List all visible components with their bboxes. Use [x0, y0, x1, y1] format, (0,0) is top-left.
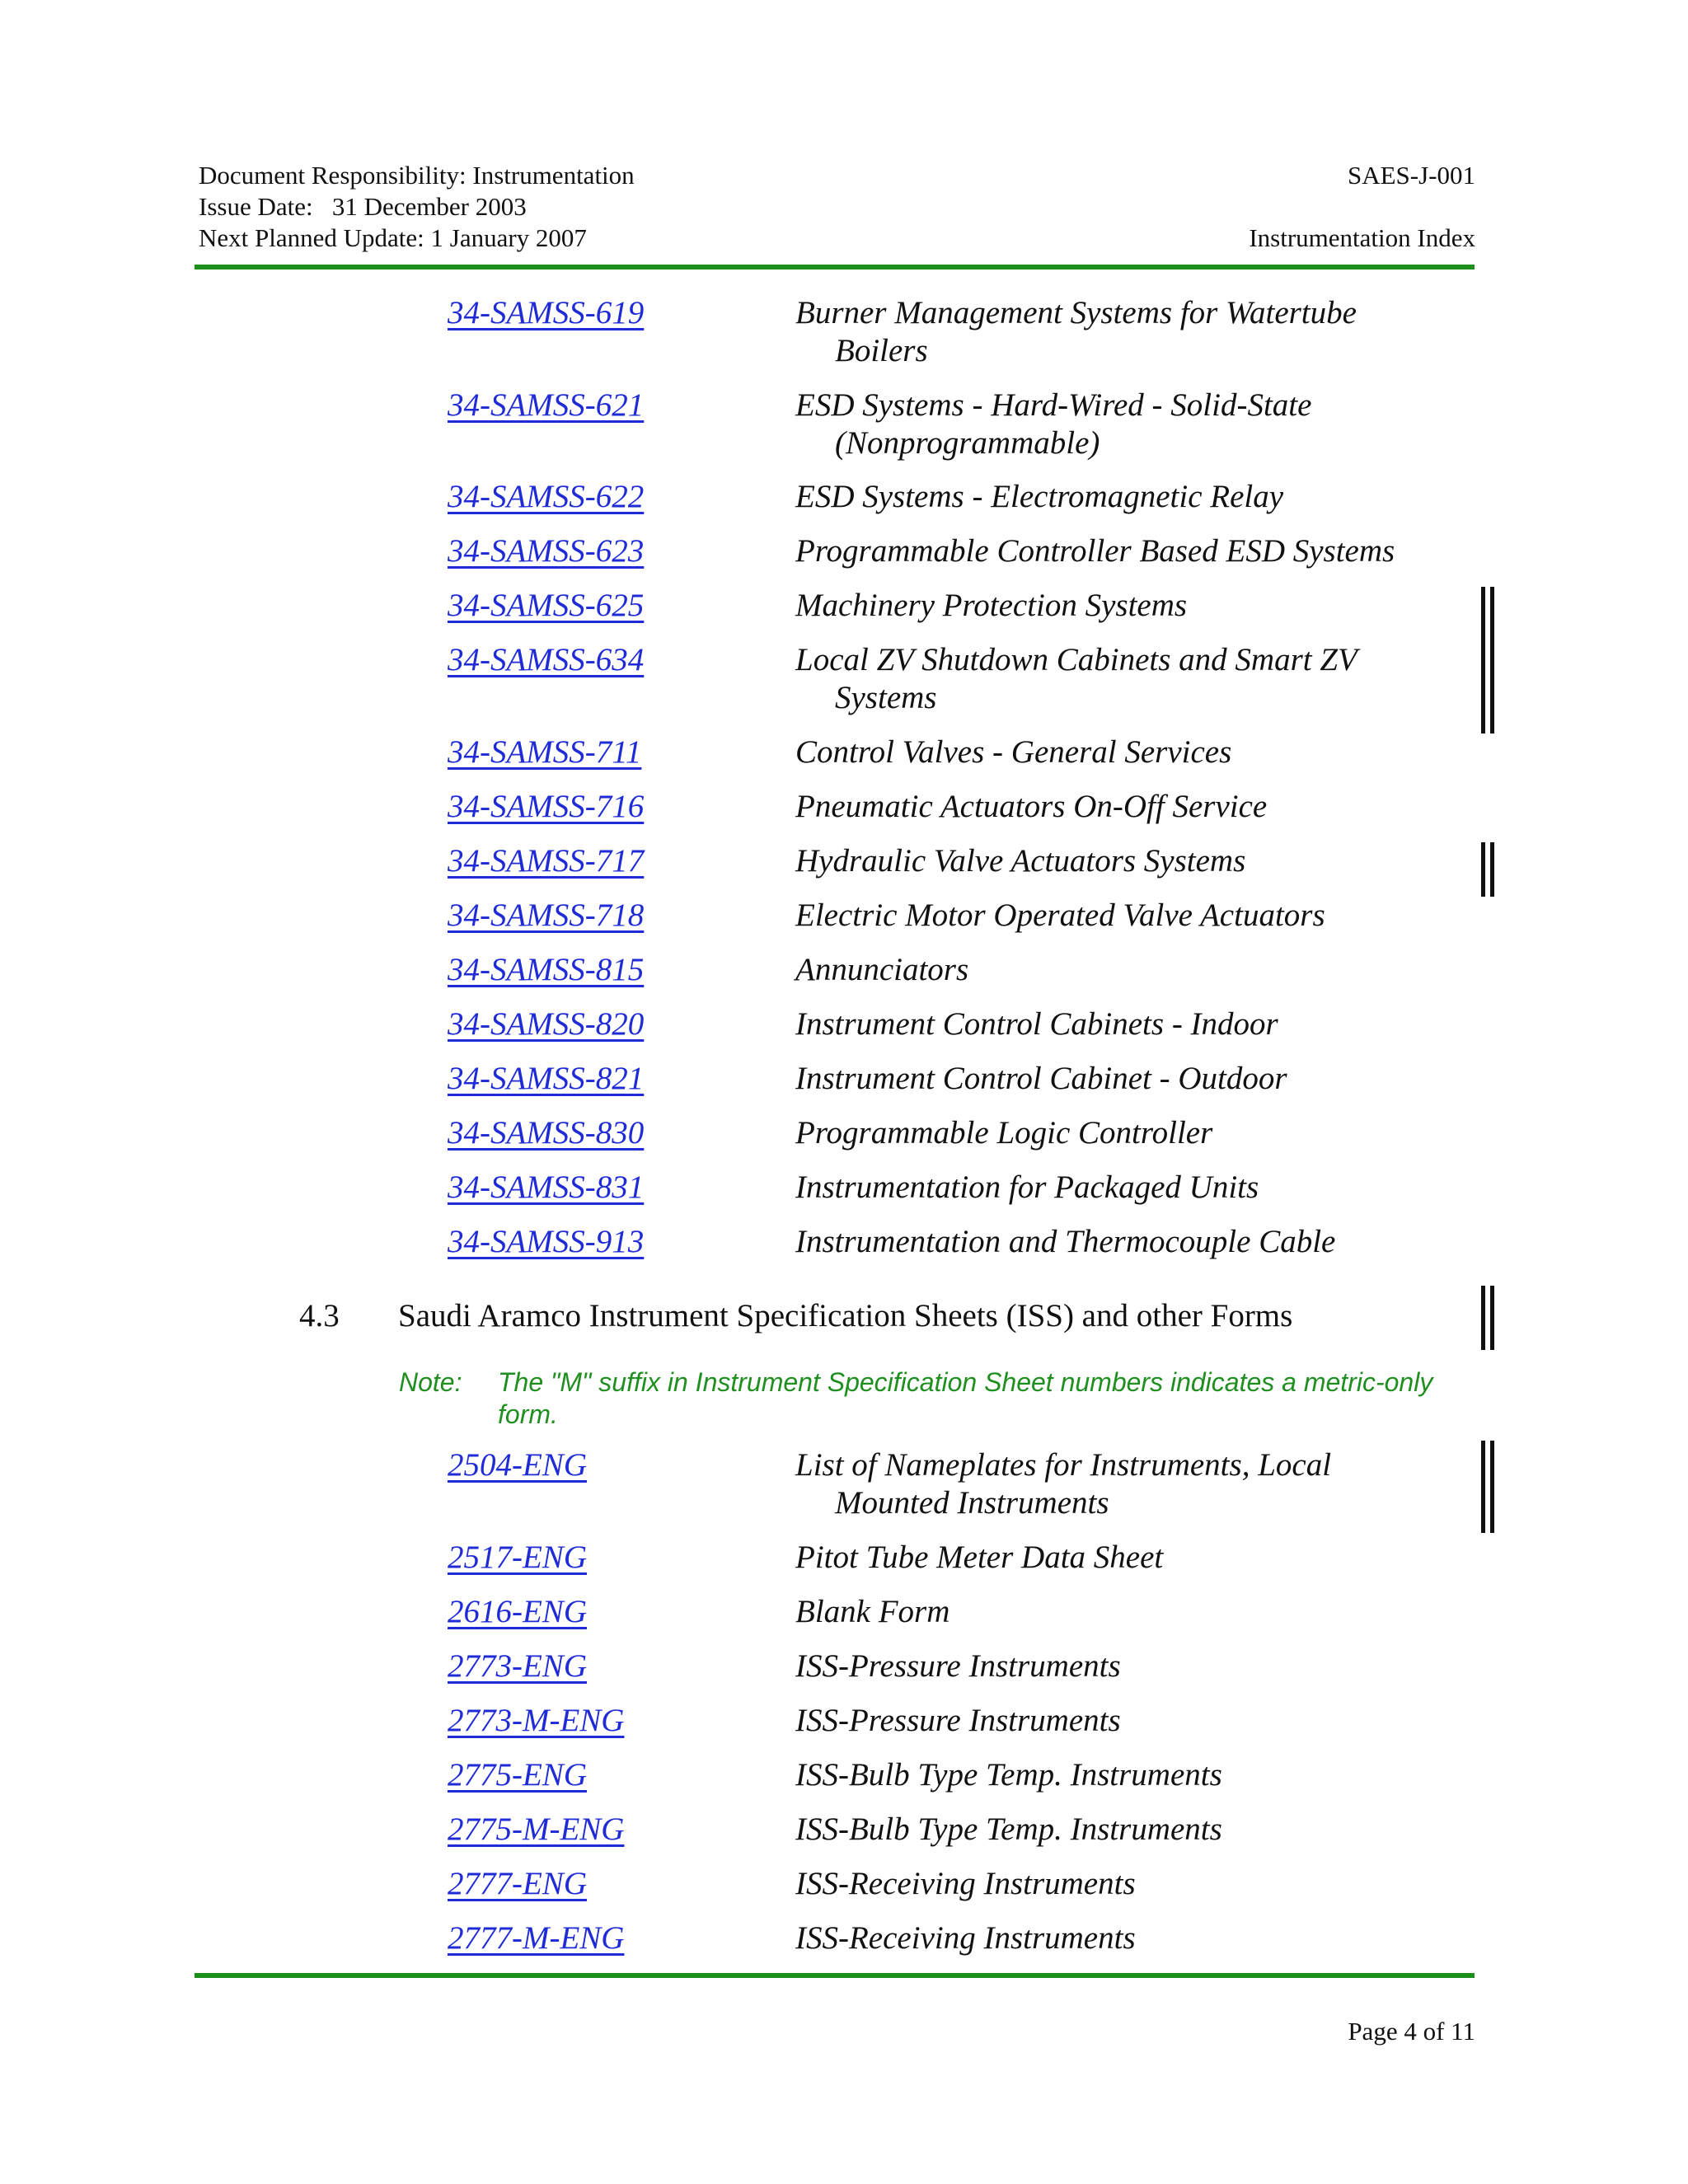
note [399, 1366, 1437, 1431]
standard-link[interactable]: 34-SAMSS-716 [448, 789, 645, 824]
page-number: Page 4 of 11 [1348, 2017, 1475, 2046]
standard-title: Instrumentation and Thermocouple Cable [795, 1224, 1336, 1259]
standard-title: ESD Systems - Hard-Wired - Solid-State (Nonprogrammable) [795, 387, 1312, 461]
issue-date: Issue Date: 31 December 2003 [199, 192, 527, 221]
form-title: Blank Form [795, 1594, 950, 1629]
standard-link[interactable]: 34-SAMSS-821 [448, 1061, 645, 1096]
standard-link[interactable]: 34-SAMSS-830 [448, 1115, 645, 1151]
standard-title: Local ZV Shutdown Cabinets and Smart ZV Systems [795, 642, 1357, 715]
standard-title: Annunciators [795, 952, 969, 987]
standard-link[interactable]: 34-SAMSS-621 [448, 387, 645, 423]
standard-link[interactable]: 34-SAMSS-718 [448, 898, 645, 933]
document-number: SAES-J-001 [1347, 161, 1475, 190]
revision-change-bar [1481, 1286, 1494, 1350]
standard-link[interactable]: 34-SAMSS-619 [448, 295, 645, 330]
standard-title: Control Valves - General Services [795, 734, 1232, 770]
standard-title: Hydraulic Valve Actuators Systems [795, 843, 1246, 879]
form-link[interactable]: 2517-ENG [448, 1540, 587, 1575]
standard-link[interactable]: 34-SAMSS-831 [448, 1169, 645, 1205]
form-link[interactable]: 2773-ENG [448, 1648, 587, 1684]
standard-title: Instrument Control Cabinets - Indoor [795, 1006, 1278, 1042]
standard-title: Instrument Control Cabinet - Outdoor [795, 1061, 1287, 1096]
form-link[interactable]: 2775-M-ENG [448, 1811, 625, 1847]
standard-link[interactable]: 34-SAMSS-625 [448, 588, 645, 623]
form-title: ISS-Pressure Instruments [795, 1703, 1121, 1738]
standard-link[interactable]: 34-SAMSS-634 [448, 642, 645, 677]
standard-title: Programmable Logic Controller [795, 1115, 1213, 1151]
section-title: Saudi Aramco Instrument Specification Sheets (ISS) and other Forms [398, 1298, 1293, 1333]
section-number: 4.3 [299, 1298, 340, 1333]
standard-link[interactable]: 34-SAMSS-623 [448, 533, 645, 569]
standard-title: Pneumatic Actuators On-Off Service [795, 789, 1268, 824]
standard-title: Burner Management Systems for Watertube Boilers [795, 295, 1357, 368]
form-title: ISS-Receiving Instruments [795, 1866, 1136, 1901]
next-planned-update: Next Planned Update: 1 January 2007 [199, 223, 587, 252]
form-link[interactable]: 2777-ENG [448, 1866, 587, 1901]
form-title: ISS-Bulb Type Temp. Instruments [795, 1757, 1222, 1793]
note-text: The "M" suffix in Instrument Specification Sheet numbers indicates a metric-only form. [498, 1367, 1433, 1429]
footer-divider [195, 1973, 1475, 1978]
standard-title: Instrumentation for Packaged Units [795, 1169, 1259, 1205]
header-divider [195, 265, 1475, 269]
standard-title: Machinery Protection Systems [795, 588, 1188, 623]
standard-link[interactable]: 34-SAMSS-622 [448, 479, 645, 514]
form-title: ISS-Receiving Instruments [795, 1920, 1136, 1956]
form-link[interactable]: 2504-ENG [448, 1447, 587, 1483]
document-responsibility: Document Responsibility: Instrumentation [199, 161, 635, 190]
standard-link[interactable]: 34-SAMSS-717 [448, 843, 645, 879]
standard-title: Programmable Controller Based ESD Systems [795, 533, 1395, 569]
form-title: Pitot Tube Meter Data Sheet [795, 1540, 1164, 1575]
form-link[interactable]: 2777-M-ENG [448, 1920, 625, 1956]
form-link[interactable]: 2616-ENG [448, 1594, 587, 1629]
standard-title: Electric Motor Operated Valve Actuators [795, 898, 1325, 933]
document-title: Instrumentation Index [1249, 223, 1475, 252]
revision-change-bar [1481, 1441, 1494, 1533]
document-header-right [1249, 160, 1475, 254]
revision-change-bar [1481, 587, 1494, 733]
form-link[interactable]: 2775-ENG [448, 1757, 587, 1793]
form-title: ISS-Bulb Type Temp. Instruments [795, 1811, 1222, 1847]
standard-link[interactable]: 34-SAMSS-815 [448, 952, 645, 987]
standard-link[interactable]: 34-SAMSS-820 [448, 1006, 645, 1042]
form-title: List of Nameplates for Instruments, Local Mounted Instruments [795, 1447, 1332, 1521]
standard-link[interactable]: 34-SAMSS-711 [448, 734, 642, 770]
document-header-left [199, 160, 635, 254]
note-label: Note: [399, 1367, 462, 1397]
standard-title: ESD Systems - Electromagnetic Relay [795, 479, 1284, 514]
form-title: ISS-Pressure Instruments [795, 1648, 1121, 1684]
standard-link[interactable]: 34-SAMSS-913 [448, 1224, 645, 1259]
form-link[interactable]: 2773-M-ENG [448, 1703, 625, 1738]
revision-change-bar [1481, 842, 1494, 897]
